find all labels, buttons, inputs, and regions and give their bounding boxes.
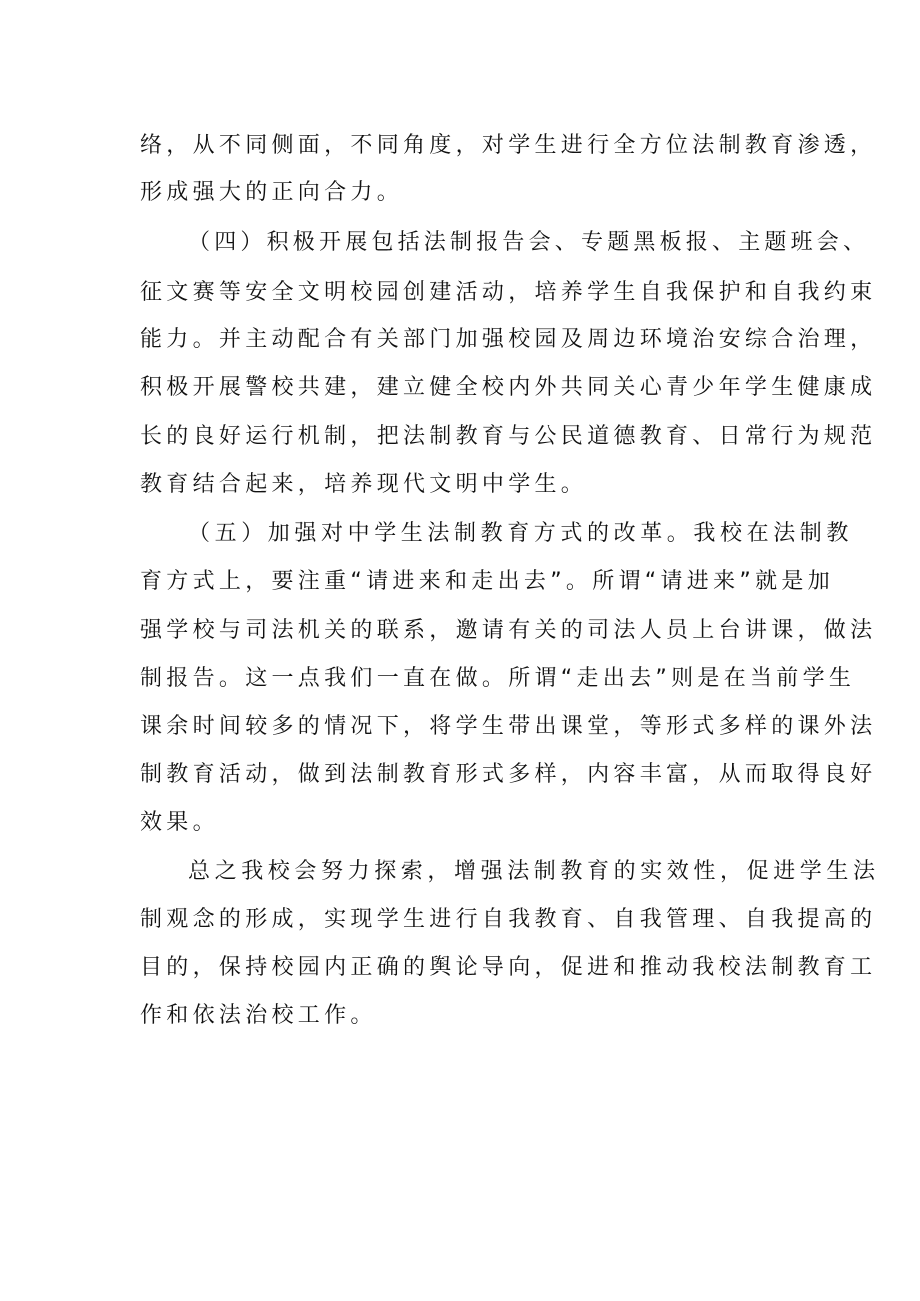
text-line: 总之我校会努力探索，增强法制教育的实效性，促进学生法 [188,859,880,884]
text-line: 作和依法治校工作。 [140,1003,377,1028]
text-line: 征文赛等安全文明校园创建活动，培养学生自我保护和自我约束 [140,280,877,305]
text-line: （五）加强对中学生法制教育方式的改革。我校在法制教 [188,521,854,546]
text-line: 形成强大的正向合力。 [140,180,404,205]
text-line: 长的良好运行机制，把法制教育与公民道德教育、日常行为规范 [140,424,877,449]
text-line: 课余时间较多的情况下，将学生带出课堂，等形式多样的课外法 [140,714,877,739]
text-line: 能力。并主动配合有关部门加强校园及周边环境治安综合治理， [140,327,877,352]
text-line: 育方式上，要注重“请进来和走出去”。所谓“请进来”就是加 [140,569,834,594]
text-line: 制教育活动，做到法制教育形式多样，内容丰富，从而取得良好 [140,762,877,787]
text-line: 目的，保持校园内正确的舆论导向，促进和推动我校法制教育工 [140,955,877,980]
text-line: 效果。 [140,810,219,835]
text-line: 络，从不同侧面，不同角度，对学生进行全方位法制教育渗透， [140,133,877,158]
text-line: 积极开展警校共建，建立健全校内外共同关心青少年学生健康成 [140,375,877,400]
text-line: （四）积极开展包括法制报告会、专题黑板报、主题班会、 [188,230,870,255]
text-line: 制报告。这一点我们一直在做。所谓“走出去”则是在当前学生 [140,666,856,691]
text-line: 制观念的形成，实现学生进行自我教育、自我管理、自我提高的 [140,907,877,932]
text-line: 教育结合起来，培养现代文明中学生。 [140,472,588,497]
text-line: 强学校与司法机关的联系，邀请有关的司法人员上台讲课，做法 [140,618,877,643]
